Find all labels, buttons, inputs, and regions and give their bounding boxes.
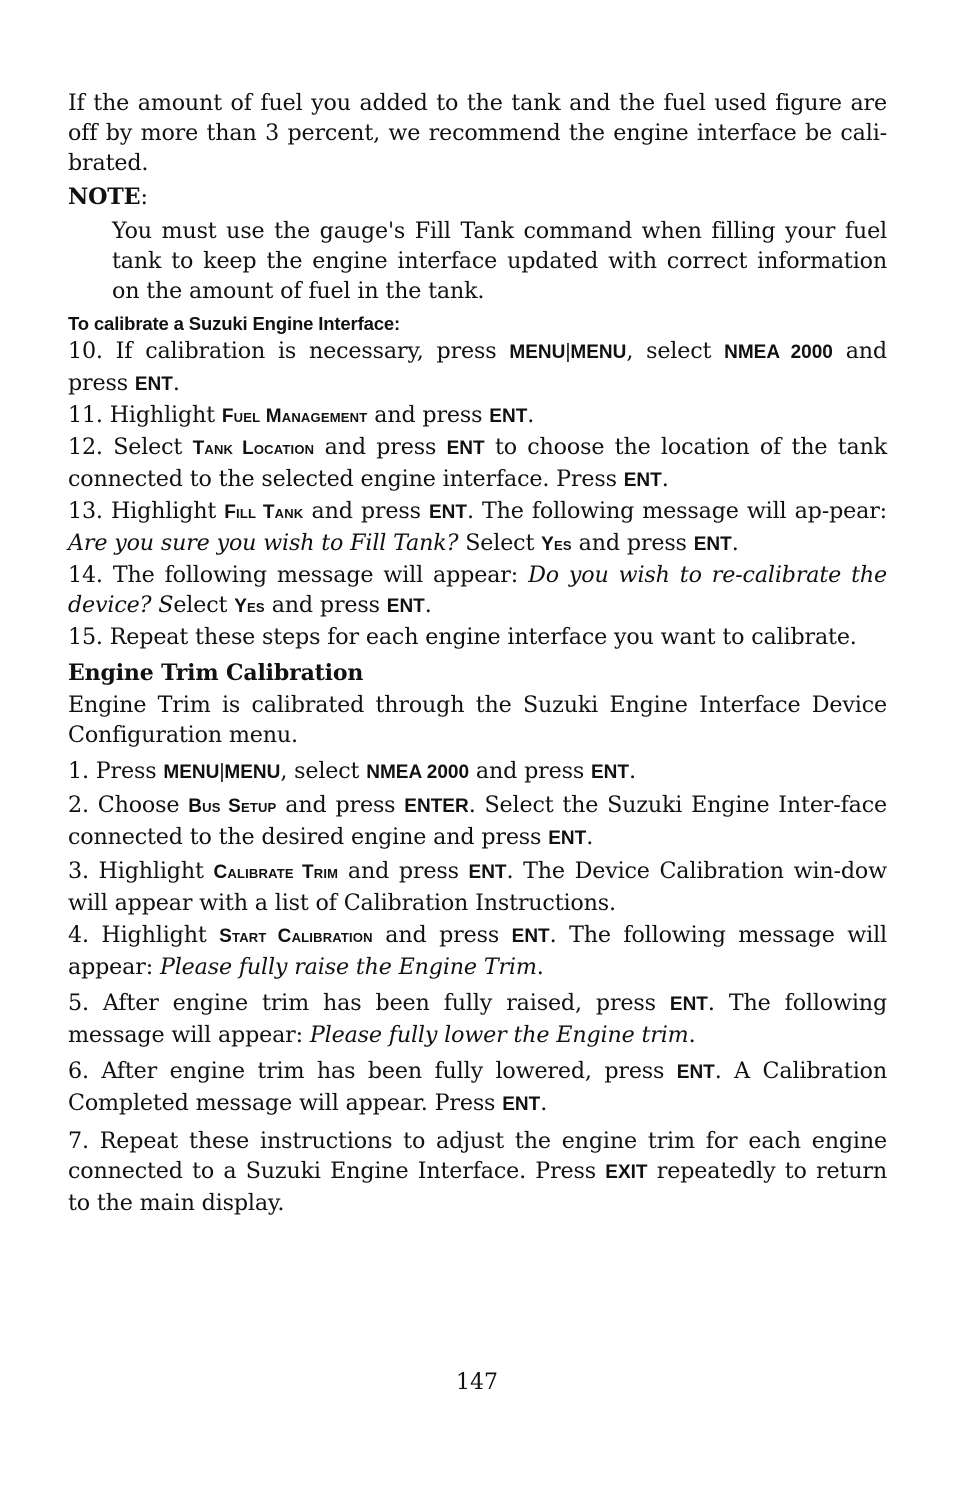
step-13 (68, 496, 887, 560)
recalibrate-message: Do you wish to re-calibrate the device? S (68, 562, 888, 618)
tank-location-option: Tank Location (192, 438, 315, 459)
step-12 (68, 432, 887, 496)
trim-step-5 (68, 988, 887, 1050)
ent-key: ENT (134, 374, 173, 395)
step-text: and press (314, 434, 447, 460)
step-text: 10. If calibration is necessary, press (68, 338, 510, 364)
step-text: . (661, 466, 669, 492)
step-text: 1. Press (68, 758, 164, 784)
note-label-colon: : (140, 184, 148, 210)
bus-setup-option: Bus Setup (188, 796, 277, 817)
ent-key: ENT (676, 1062, 715, 1083)
note-label (68, 182, 887, 212)
yes-option: Yes (541, 534, 572, 555)
step-text: repeatedly to return to the main display. (68, 1158, 887, 1216)
trim-step-2 (68, 790, 887, 854)
trim-step-1 (68, 756, 887, 788)
step-text: and press (367, 402, 490, 428)
calibrate-trim-option: Calibrate Trim (213, 862, 339, 883)
ent-key: ENT (502, 1094, 541, 1115)
step-10 (68, 336, 887, 400)
yes-option: Yes (234, 596, 265, 617)
menu-key: MENU (570, 342, 627, 363)
step-text: . (628, 758, 636, 784)
step-text: . A Calibration Completed message will appear. Press (68, 1058, 887, 1116)
step-text: and press (303, 498, 429, 524)
lower-trim-message: Please fully lower the Engine trim (309, 1022, 689, 1048)
raise-trim-message: Please fully raise the Engine Trim (159, 954, 537, 980)
engine-trim-heading: Engine Trim Calibration (68, 660, 364, 686)
intro-paragraph: If the amount of fuel you added to the tank and the fuel used figure are off by more than 3 percent, we recommend the engine interface be cali-brated. (68, 90, 887, 176)
ent-key: ENT (669, 994, 708, 1015)
ent-key: ENT (511, 926, 550, 947)
key-separator: | (219, 761, 225, 783)
step-text: . Select the Suzuki Engine Inter-face connected to the desired engine and press (68, 792, 888, 850)
step-text: 7. Repeat these instructions to adjust the engine trim for each engine connected to a Suzuki Engine Interface. Press (68, 1128, 887, 1184)
step-text: . (540, 1090, 548, 1116)
nmea-2000-option: NMEA 2000 (724, 342, 833, 363)
engine-trim-intro: Engine Trim is calibrated through the Suzuki Engine Interface Device Configuration menu. (68, 692, 887, 748)
key-separator: | (565, 341, 571, 363)
step-text: . The following message will appear: (68, 990, 887, 1048)
fill-tank-option: Fill Tank (224, 502, 304, 523)
step-text: , select (626, 338, 725, 364)
step-text: 14. The following message will appear: (68, 562, 529, 588)
step-text: . (731, 530, 739, 556)
ent-key: ENT (386, 596, 425, 617)
step-11 (68, 400, 887, 432)
fill-tank-message: Are you sure you wish to Fill Tank? (68, 530, 459, 556)
step-text: 5. After engine trim has been fully raised, press (68, 990, 670, 1016)
trim-step-6 (68, 1056, 887, 1120)
step-text: and press (264, 592, 387, 618)
step-text: elect (173, 592, 235, 618)
step-text: 3. Highlight (68, 858, 214, 884)
step-15 (68, 622, 887, 652)
ent-key: ENT (468, 862, 507, 883)
ent-key: ENT (548, 828, 587, 849)
step-text: 12. Select (68, 434, 193, 460)
ent-key: ENT (623, 470, 662, 491)
step-text: and press (276, 792, 405, 818)
note-label-text: NOTE (68, 184, 141, 210)
manual-page (68, 88, 887, 1218)
ent-key: ENT (428, 502, 467, 523)
step-text: . (172, 370, 180, 396)
page-number: 147 (456, 1370, 498, 1395)
step-text: and press (571, 530, 694, 556)
step-text: 13. Highlight (68, 498, 225, 524)
step-text: and press (68, 338, 887, 396)
step-text: . The following message will ap-pear: (466, 498, 887, 524)
exit-key: EXIT (605, 1162, 648, 1183)
fuel-management-option: Fuel Management (221, 406, 368, 427)
note-text: You must use the gauge's Fill Tank command when filling your fuel tank to keep the engine interface updated with correct information on the amount of fuel in the tank. (112, 218, 887, 304)
trim-step-7 (68, 1126, 887, 1218)
trim-step-4 (68, 920, 887, 982)
menu-key: MENU (509, 342, 566, 363)
step-text: 6. After engine trim has been fully lowered, press (68, 1058, 677, 1084)
step-text: and press (372, 922, 512, 948)
ent-key: ENT (693, 534, 732, 555)
step-text: 11. Highlight (68, 402, 222, 428)
step-text: . (586, 824, 594, 850)
trim-step-3 (68, 856, 887, 918)
step-text: and press (338, 858, 469, 884)
step-text: . (536, 954, 544, 980)
menu-key: MENU (163, 762, 220, 783)
step-14 (68, 560, 887, 622)
step-text: . (527, 402, 535, 428)
step-text: 15. Repeat these steps for each engine interface you want to calibrate. (68, 624, 857, 650)
step-text: Select (458, 530, 542, 556)
step-text: . The Device Calibration win-dow will appear with a list of Calibration Instructions. (68, 858, 887, 916)
ent-key: ENT (446, 438, 485, 459)
step-text: and press (469, 758, 591, 784)
step-text: . (424, 592, 432, 618)
ent-key: ENT (489, 406, 528, 427)
start-calibration-option: Start Calibration (219, 926, 373, 947)
step-text: , select (280, 758, 367, 784)
enter-key: ENTER (404, 796, 469, 817)
menu-key: MENU (224, 762, 281, 783)
step-text: 2. Choose (68, 792, 189, 818)
ent-key: ENT (590, 762, 629, 783)
step-text: to choose the location of the tank connected to the selected engine interface. Press (68, 434, 888, 492)
step-text: . The following message will appear: (68, 922, 887, 980)
procedure-heading: To calibrate a Suzuki Engine Interface: (68, 313, 401, 334)
nmea-2000-option: NMEA 2000 (366, 762, 470, 783)
step-text: 4. Highlight (68, 922, 220, 948)
step-text: . (688, 1022, 696, 1048)
